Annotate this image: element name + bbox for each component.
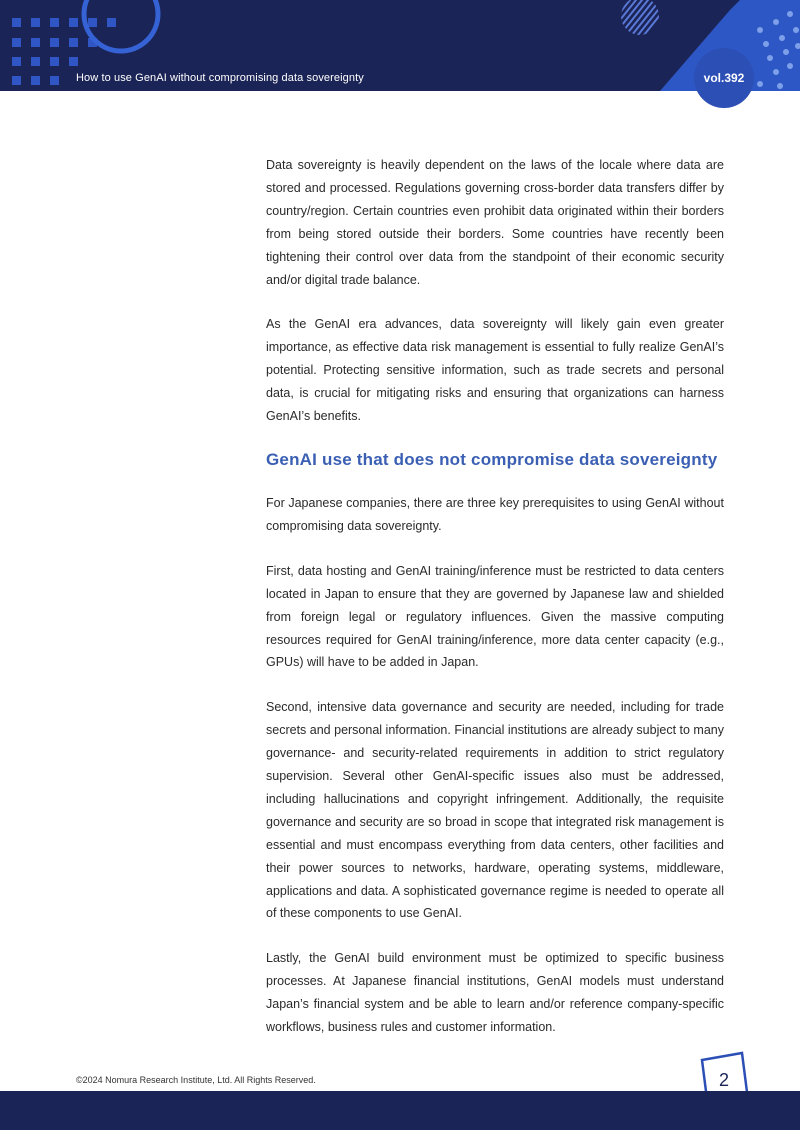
hatched-circle-decoration xyxy=(598,0,680,40)
article-body xyxy=(266,154,724,1061)
volume-badge: vol.392 xyxy=(694,48,754,108)
footer-band xyxy=(0,1091,800,1130)
copyright-notice: ©2024 Nomura Research Institute, Ltd. All Rights Reserved. xyxy=(76,1075,316,1085)
section-heading: GenAI use that does not compromise data sovereignty xyxy=(266,449,718,469)
paragraph: Second, intensive data governance and security are needed, including for trade secrets and personal information. Financial institutions are already subject to many governance- and security-related requirements in addition to strict regulatory supervision. Several other GenAI-specific issues also must be addressed, including hallucinations and copyright infringement. Additionally, the requisite governance and security are so broad in scope that integrated risk management is essential and must encompass everything from data centers, other facilities and their power sources to networks, hardware, operating systems, middleware, applications and data. A sophisticated governance regime is needed to operate all of these components to use GenAI. xyxy=(266,700,724,921)
paragraph: For Japanese companies, there are three key prerequisites to using GenAI without compromising data sovereignty. xyxy=(266,495,724,533)
paragraph: First, data hosting and GenAI training/inference must be restricted to data centers located in Japan to ensure that they are governed by Japanese law and shielded from foreign legal or regulatory influences. Given the massive computing resources required for GenAI training/inference, more data center capacity (e.g., GPUs) will have to be added in Japan. xyxy=(266,563,724,670)
paragraph: Lastly, the GenAI build environment must be optimized to specific business processes. At Japanese financial institutions, GenAI models must understand Japan’s financial system and be able to learn and/or reference company-specific workflows, business rules and customer information. xyxy=(266,951,724,1035)
document-title: How to use GenAI without compromising data sovereignty xyxy=(76,72,364,84)
page-number: 2 xyxy=(718,1069,729,1090)
paragraph: As the GenAI era advances, data sovereignty will likely gain even greater importance, as effective data risk management is essential to fully realize GenAI’s potential. Protecting sensitive information, such as trade secrets and personal data, is crucial for mitigating risks and ensuring that organizations can harness GenAI’s benefits. xyxy=(266,317,724,424)
page-header xyxy=(0,0,800,91)
paragraph: Data sovereignty is heavily dependent on the laws of the locale where data are stored and processed. Regulations governing cross-border data transfers differ by country/region. Certain countries even prohibit data originated within their borders from being stored outside their borders. Some countries have recently been tightening their control over data from the standpoint of their economic security and/or digital trade balance. xyxy=(266,158,724,287)
